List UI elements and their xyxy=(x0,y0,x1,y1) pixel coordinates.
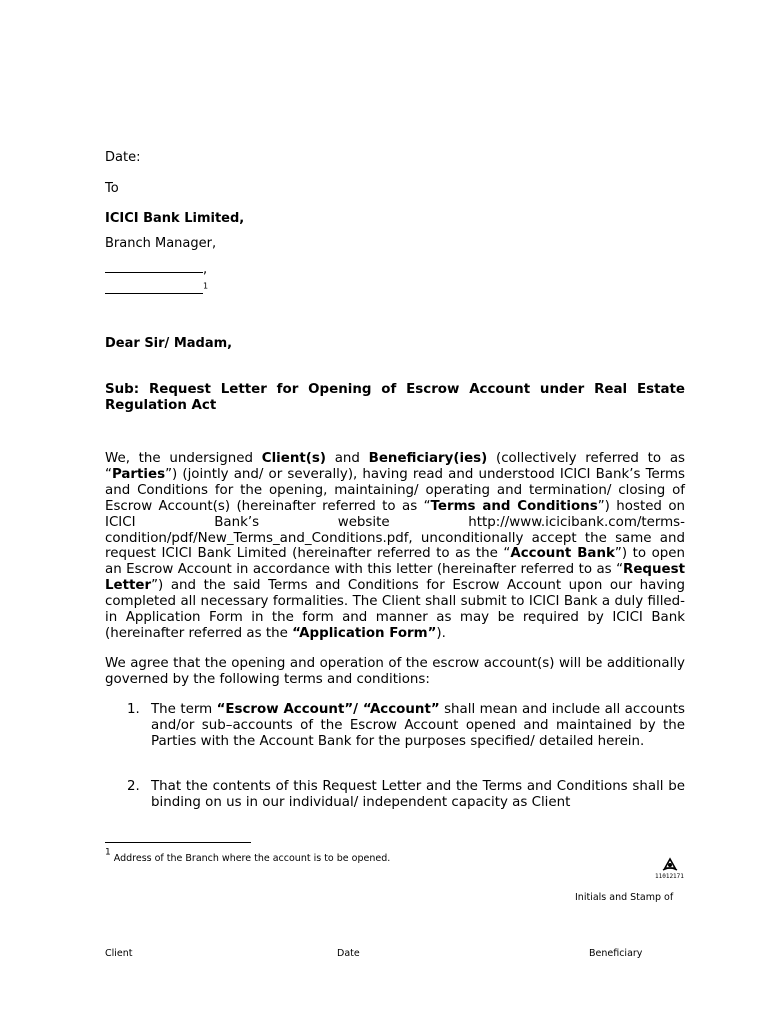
branch-manager: Branch Manager, xyxy=(105,236,217,251)
client-label: Client xyxy=(105,948,133,959)
list-number: 2. xyxy=(127,779,140,794)
address-blank-line-1: , xyxy=(105,260,207,278)
address-blank-line-2 xyxy=(105,281,208,299)
footnote-text: Address of the Branch where the account is to be opened. xyxy=(110,853,391,864)
beneficiary-label: Beneficiary xyxy=(589,948,643,959)
footnote xyxy=(105,846,390,865)
paragraph-2: We agree that the opening and operation of the escrow account(s) will be additionally governed by the following terms and conditions: xyxy=(105,656,685,687)
subject-line: Sub: Request Letter for Opening of Escrow Account under Real Estate Regulation Act xyxy=(105,382,685,413)
blank-line xyxy=(105,260,203,273)
initials-stamp-label: Initials and Stamp of xyxy=(575,892,674,903)
list-item-text: The term “Escrow Account”/ “Account” shall mean and include all accounts and/or sub–accounts of the Escrow Account opened and maintained by the Parties with the Account Bank for the purposes specified/ detailed herein. xyxy=(151,702,685,749)
bank-seal-icon xyxy=(655,856,685,884)
date-signature-label: Date xyxy=(337,948,360,959)
blank-line xyxy=(105,281,203,294)
footnote-divider xyxy=(105,842,251,843)
paragraph-1: We, the undersigned Client(s) and Beneficiary(ies) (collectively referred to as “Parties”) (jointly and/ or severally), having read and understood ICICI Bank’s Terms and Conditions for the opening, maintaining/ operating and termination/ closing of Escrow Account(s) (hereinafter referred to as “Terms and Conditions”) hosted on ICICI Bank’s website http://www.icicibank.com/terms-condition/pdf/New_Terms_and_Conditions.pdf, unconditionally accept the same and request ICICI Bank Limited (hereinafter referred to as the “Account Bank”) to open an Escrow Account in accordance with this letter (hereinafter referred to as “Request Letter”) and the said Terms and Conditions for Escrow Account upon our having completed all necessary formalities. The Client shall submit to ICICI Bank a duly filled-in Application Form in the form and manner as may be required by ICICI Bank (hereinafter referred as the “Application Form”). xyxy=(105,451,686,641)
footnote-ref: 1 xyxy=(203,281,209,291)
salutation: Dear Sir/ Madam, xyxy=(105,336,233,351)
seal-code: 11012171 xyxy=(655,873,684,880)
bank-name: ICICI Bank Limited, xyxy=(105,211,245,226)
date-label: Date: xyxy=(105,150,141,165)
footnote-marker: 1 xyxy=(105,847,111,858)
to-label: To xyxy=(105,181,119,196)
list-item-text: That the contents of this Request Letter and the Terms and Conditions shall be binding on us in our individual/ independent capacity as Client xyxy=(151,779,685,810)
list-number: 1. xyxy=(127,702,140,717)
